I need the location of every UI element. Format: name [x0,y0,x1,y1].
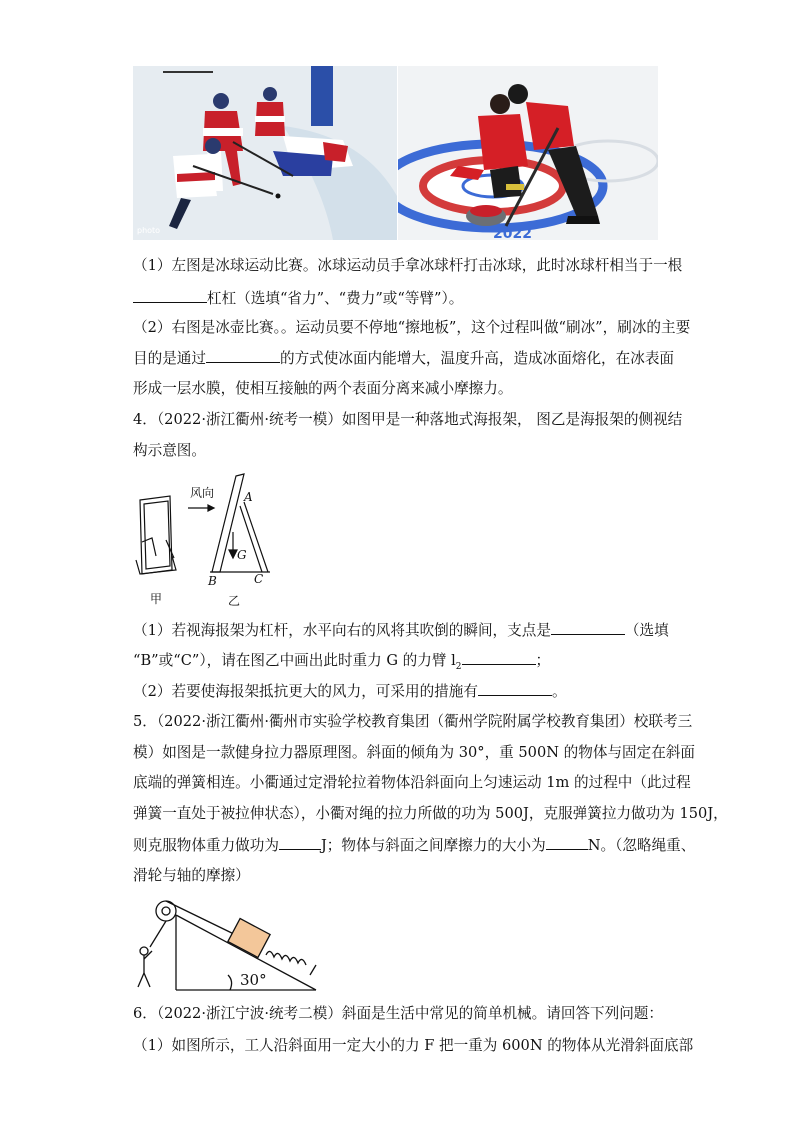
q5-line2: 模）如图是一款健身拉力器原理图。斜面的倾角为 30°，重 500N 的物体与固定在斜面 [133,744,696,761]
q6-part1: （1）如图所示，工人沿斜面用一定大小的力 F 把一重为 600N 的物体从光滑斜面底部 [133,1037,694,1054]
q5-line3: 底端的弹簧相连。小衢通过定滑轮拉着物体沿斜面向上匀速运动 1m 的过程中（此过程 [133,774,691,791]
q4-blank-measure[interactable] [478,681,552,696]
q4-header-line2: 构示意图。 [133,442,206,459]
incline-pulley-diagram [130,895,320,995]
figure-yi-label: 乙 [228,594,241,608]
q4-part2-line: （2）若要使海报架抵抗更大的风力，可采用的措施有 。 [133,683,567,700]
q4-part1-line1: （1）若视海报架为杠杆，水平向右的风将其吹倒的瞬间，支点是 （选填 [133,622,669,639]
q3-part1-line1: （1）左图是冰球运动比赛。冰球运动员手拿冰球杆打击冰球，此时冰球杆相当于一根 [133,257,683,274]
q3-part2-line3: 形成一层水膜，使相互接触的两个表面分离来减小摩擦力。 [133,380,513,397]
q6-header: 6．（2022·浙江宁波·统考二模）斜面是生活中常见的简单机械。请回答下列问题： [133,1005,663,1022]
wind-direction-label: 风向 [190,486,215,500]
ice-hockey-photo [133,66,397,240]
q4-blank-lever-arm[interactable] [462,650,536,665]
q3-part1-line2 [133,288,463,309]
q3-blank-lever-type[interactable] [133,288,207,303]
q3-part2-line2: 目的是通过 的方式使冰面内能增大，温度升高，造成冰面熔化，在冰表面 [133,350,675,367]
point-B-label: B [208,574,217,588]
q4-blank-fulcrum[interactable] [551,620,625,635]
incline-angle-label: 30° [240,971,267,989]
point-C-label: C [254,572,264,586]
q4-header-line1: 4．（2022·浙江衢州·统考一模）如图甲是一种落地式海报架， 图乙是海报架的侧视结 [133,411,683,428]
q3-part1-text: 杠杠（选填“省力”、“费力”或“等臂”）。 [207,290,464,307]
gravity-G-label: G [237,548,247,562]
q5-blank-work[interactable] [279,835,321,850]
q5-blank-friction[interactable] [546,835,588,850]
q3-blank-method[interactable] [206,348,280,363]
ice-hockey-illustration [133,66,397,240]
q5-line6: 滑轮与轴的摩擦） [133,867,250,884]
curling-photo [398,66,658,240]
point-A-label: A [244,490,253,504]
curling-illustration [398,66,658,240]
photo-watermark: photo [137,226,161,235]
q5-line5: 则克服物体重力做功为 J；物体与斜面之间摩擦力的大小为 N。（忽略绳重、 [133,837,696,854]
q4-part1-line2: “B”或“C”），请在图乙中画出此时重力 G 的力臂 $l_2$ ； [133,652,551,672]
q3-part2-line1: （2）右图是冰壶比赛。。运动员要不停地“擦地板”，这个过程叫做“刷冰”，刷冰的主要 [133,319,691,336]
q4-figure [128,470,288,610]
figure-jia-label: 甲 [150,592,163,606]
q5-line1: 5．（2022·浙江衢州·衢州市实验学校教育集团（衢州学院附属学校教育集团）校联考三 [133,713,693,730]
svg-text:2022: 2022 [493,226,532,240]
q5-line4: 弹簧一直处于被拉伸状态），小衢对绳的拉力所做的功为 500J，克服弹簧拉力做功为 150J， [133,805,728,822]
q5-figure [130,895,320,995]
